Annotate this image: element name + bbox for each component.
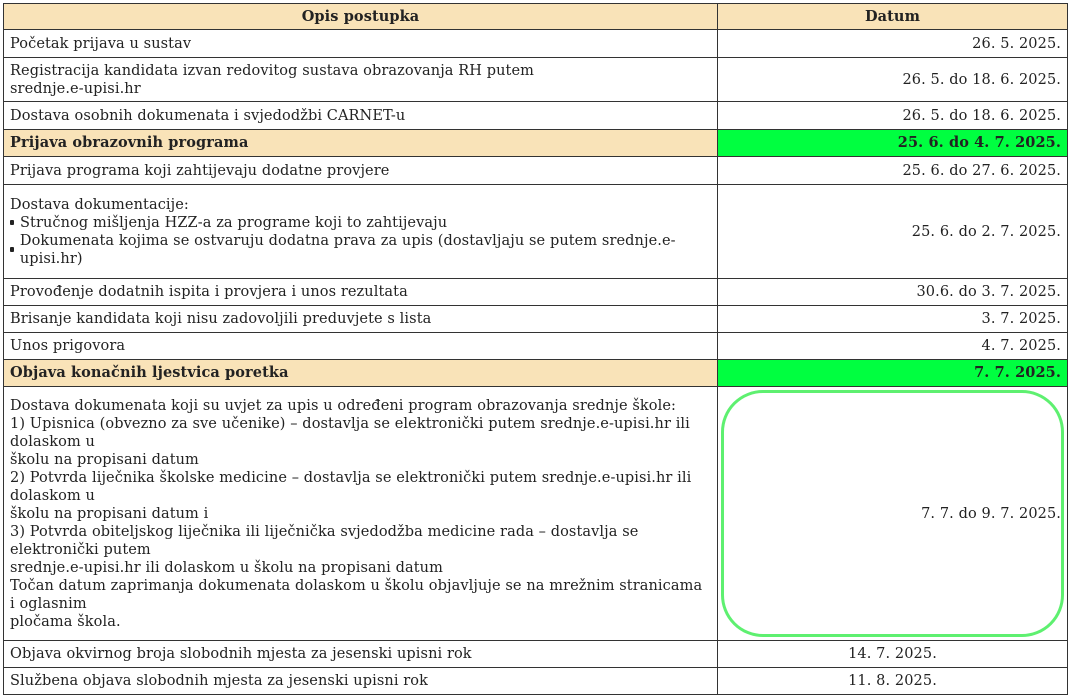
table-row xyxy=(4,641,1068,668)
row-description: Početak prijava u sustav xyxy=(4,30,718,58)
enrollment-schedule-table xyxy=(3,3,1068,695)
row-description-line: 1) Upisnica (obvezno za sve učenike) – dostavlja se elektronički putem srednje.e-upisi.hr ili dolaskom u xyxy=(10,415,690,450)
table-row xyxy=(4,30,1068,58)
table-row xyxy=(4,185,1068,279)
row-date: 4. 7. 2025. xyxy=(718,333,1068,360)
table-row xyxy=(4,306,1068,333)
bullet-item xyxy=(10,232,711,268)
row-date: 7. 7. 2025. xyxy=(718,360,1068,387)
row-date: 7. 7. do 9. 7. 2025. xyxy=(718,387,1068,641)
row-description: Dostava osobnih dokumenata i svjedodžbi CARNET-u xyxy=(4,102,718,130)
row-description: Prijava obrazovnih programa xyxy=(4,130,718,157)
row-description-line: srednje.e-upisi.hr ili dolaskom u školu na propisani datum xyxy=(10,559,443,576)
row-date: 30.6. do 3. 7. 2025. xyxy=(718,279,1068,306)
bullet-text: Stručnog mišljenja HZZ-a za programe koji to zahtijevaju xyxy=(20,214,448,231)
column-header-date: Datum xyxy=(718,4,1068,30)
table-row xyxy=(4,157,1068,185)
row-description-line: srednje.e-upisi.hr xyxy=(10,80,141,97)
row-description: Službena objava slobodnih mjesta za jesenski upisni rok xyxy=(4,668,718,695)
row-description: Provođenje dodatnih ispita i provjera i unos rezultata xyxy=(4,279,718,306)
row-description-line: 3) Potvrda obiteljskog liječnika ili liječnička svjedodžba medicine rada – dostavlja se elektronički putem xyxy=(10,523,639,558)
row-description: Prijava programa koji zahtijevaju dodatne provjere xyxy=(4,157,718,185)
row-date: 25. 6. do 27. 6. 2025. xyxy=(718,157,1068,185)
row-date: 26. 5. do 18. 6. 2025. xyxy=(718,102,1068,130)
table-row xyxy=(4,279,1068,306)
row-description-line: školu na propisani datum xyxy=(10,451,199,468)
row-description xyxy=(4,387,718,641)
column-header-description: Opis postupka xyxy=(4,4,718,30)
bullet-item xyxy=(10,214,711,232)
bullet-icon xyxy=(10,247,14,252)
row-description: Objava konačnih ljestvica poretka xyxy=(4,360,718,387)
row-date: 11. 8. 2025. xyxy=(718,668,1068,695)
row-description: Objava okvirnog broja slobodnih mjesta za jesenski upisni rok xyxy=(4,641,718,668)
row-description-line: 2) Potvrda liječnika školske medicine – dostavlja se elektronički putem srednje.e-upisi.hr ili dolaskom u xyxy=(10,469,692,504)
table-row-highlighted xyxy=(4,130,1068,157)
row-description: Brisanje kandidata koji nisu zadovoljili preduvjete s lista xyxy=(4,306,718,333)
bullet-icon xyxy=(10,220,14,225)
table-row xyxy=(4,333,1068,360)
row-date: 26. 5. do 18. 6. 2025. xyxy=(718,58,1068,102)
row-description-line: školu na propisani datum i xyxy=(10,505,209,522)
row-date: 14. 7. 2025. xyxy=(718,641,1068,668)
row-description: Unos prigovora xyxy=(4,333,718,360)
bullet-text: Dokumenata kojima se ostvaruju dodatna prava za upis (dostavljaju se putem srednje.e-upisi.hr) xyxy=(19,232,676,267)
table-row xyxy=(4,387,1068,641)
table-row-highlighted xyxy=(4,360,1068,387)
row-description xyxy=(4,185,718,279)
row-date: 25. 6. do 2. 7. 2025. xyxy=(718,185,1068,279)
row-description xyxy=(4,58,718,102)
table-row xyxy=(4,102,1068,130)
row-date: 26. 5. 2025. xyxy=(718,30,1068,58)
row-description-line: Dostava dokumenata koji su uvjet za upis u određeni program obrazovanja srednje škole: xyxy=(10,397,677,414)
row-description-line: Registracija kandidata izvan redovitog sustava obrazovanja RH putem xyxy=(10,62,534,79)
row-description-line: pločama škola. xyxy=(10,613,121,630)
table-row xyxy=(4,58,1068,102)
row-description-intro: Dostava dokumentacije: xyxy=(10,196,189,213)
row-date: 3. 7. 2025. xyxy=(718,306,1068,333)
row-date: 25. 6. do 4. 7. 2025. xyxy=(718,130,1068,157)
table-row xyxy=(4,668,1068,695)
row-description-line: Točan datum zaprimanja dokumenata dolaskom u školu objavljuje se na mrežnim stranicama i oglasnim xyxy=(10,577,703,612)
table-header-row xyxy=(4,4,1068,30)
